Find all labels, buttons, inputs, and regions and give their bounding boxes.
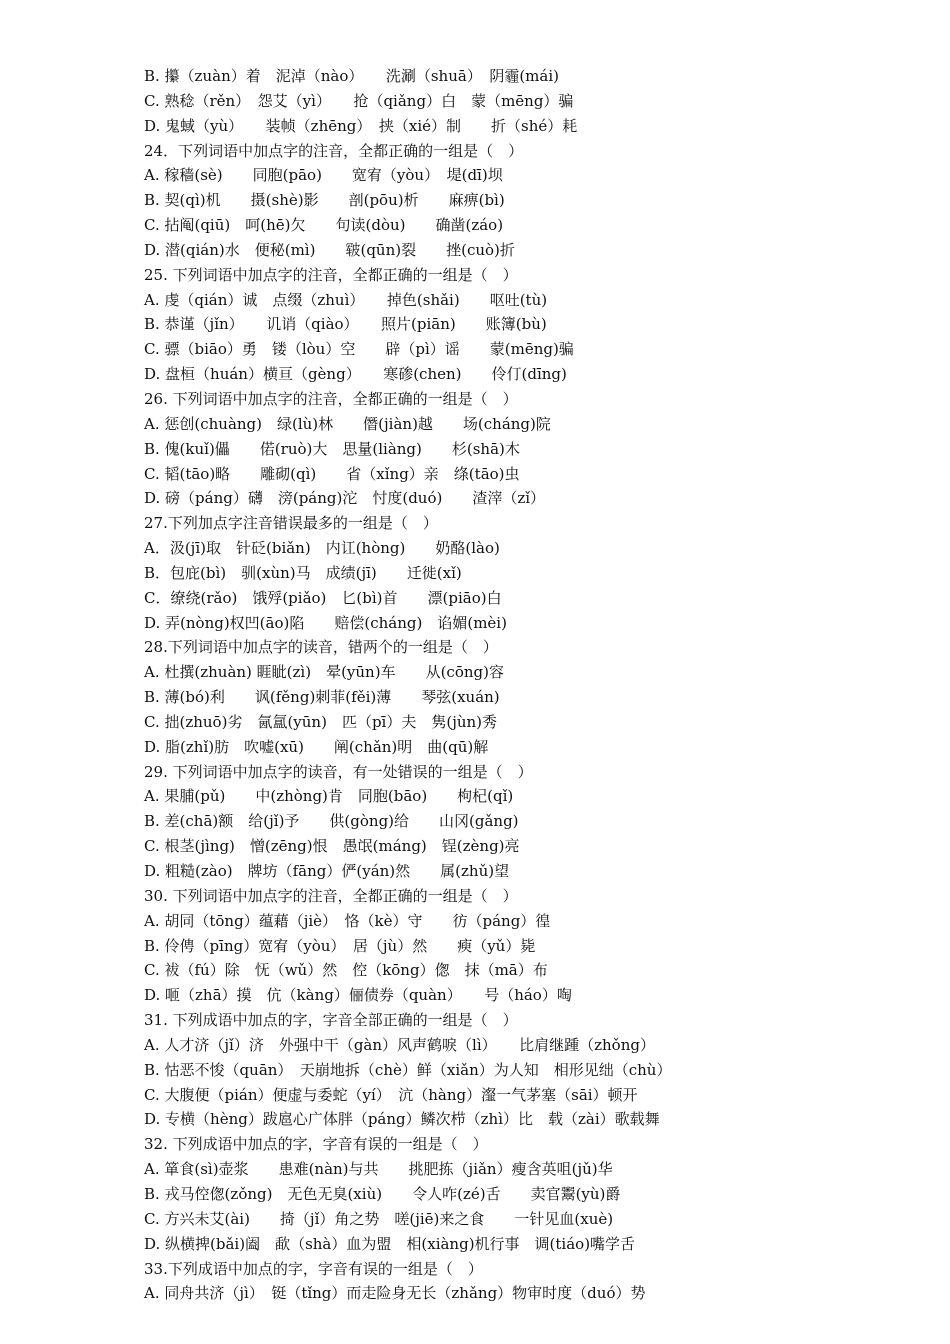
text-line: A. 果脯(pǔ) 中(zhòng)肯 同胞(bāo) 枸杞(qǐ)	[144, 787, 514, 806]
text-line: 30. 下列词语中加点字的注音，全都正确的一组是（ ）	[144, 886, 518, 905]
text-line: C. 韬(tāo)略 雕砌(qì) 省（xǐng）亲 绦(tāo)虫	[144, 464, 520, 483]
text-line: B. 戎马倥偬(zǒng) 无色无臭(xiù) 令人咋(zé)舌 卖官鬻(yù)爵	[144, 1184, 621, 1203]
text-line: C. 拙(zhuō)劣 氤氲(yūn) 匹（pī）夫 隽(jùn)秀	[144, 712, 498, 731]
text-line: B. 差(chā)额 给(jǐ)予 供(gòng)给 山冈(gǎng)	[144, 812, 519, 831]
text-line: A. 人才济（jǐ）济 外强中干（gàn）风声鹤唳（lì） 比肩继踵（zhǒng）	[144, 1035, 655, 1054]
text-line: A. 稼穑(sè) 同胞(pāo) 宽宥（yòu） 堤(dī)坝	[144, 166, 503, 185]
text-line: D. 咂（zhā）摸 伉（kàng）俪债券（quàn） 号（háo）啕	[144, 986, 572, 1005]
text-line: A. 杜撰(zhuàn) 睚眦(zì) 晕(yūn)车 从(cōng)容	[144, 663, 504, 682]
text-line: D. 鬼蜮（yù） 装帧（zhēng） 挟（xié）制 折（shé）耗	[144, 116, 578, 135]
text-line: A. 胡同（tōng）蕴藉（jiè） 恪（kè）守 彷（páng）徨	[144, 911, 551, 930]
document-body	[144, 64, 924, 1306]
text-line: B. 伶俜（pīng）宽宥（yòu） 居（jù）然 瘐（yǔ）毙	[144, 936, 536, 955]
text-line: 27.下列加点字注音错误最多的一组是（ ）	[144, 514, 438, 533]
text-line: D. 弄(nòng)权凹(āo)陷 赔偿(cháng) 谄媚(mèi)	[144, 613, 507, 632]
text-line: C. 拈阄(qiū) 呵(hē)欠 句读(dòu) 确凿(záo)	[144, 216, 504, 235]
text-line: A. 箪食(sì)壶浆 患难(nàn)与共 挑肥拣（jiǎn）瘦含英咀(jǔ)华	[144, 1160, 613, 1179]
text-line: C. 骠（biāo）勇 镂（lòu）空 辟（pì）谣 蒙(mēng)骗	[144, 340, 574, 359]
text-line: B. 契(qì)机 摄(shè)影 剖(pōu)析 麻痹(bì)	[144, 191, 505, 210]
text-line: B. 怙恶不悛（quān） 天崩地拆（chè）鲜（xiǎn）为人知 相形见绌（chù）	[144, 1060, 672, 1079]
text-line: B. 薄(bó)利 讽(fěng)刺菲(fěi)薄 琴弦(xuán)	[144, 688, 500, 707]
text-line: 33.下列成语中加点的字，字音有误的一组是（ ）	[144, 1259, 483, 1278]
text-line: A．汲(jī)取 针砭(biǎn) 内讧(hòng) 奶酪(lào)	[144, 539, 500, 558]
text-line: C. 根茎(jìng) 憎(zēng)恨 愚氓(máng) 锃(zèng)亮	[144, 837, 520, 856]
text-line: C. 方兴未艾(ài) 掎（jǐ）角之势 嗟(jiē)来之食 一针见血(xuè)	[144, 1209, 614, 1228]
text-line: 24．下列词语中加点字的注音，全都正确的一组是（ ）	[144, 141, 524, 160]
text-line: A. 虔（qián）诚 点缀（zhuì） 掉色(shǎi) 呕吐(tù)	[144, 290, 548, 309]
text-line: A. 惩创(chuàng) 绿(lù)林 僭(jiàn)越 场(cháng)院	[144, 414, 551, 433]
text-line: D. 脂(zhǐ)肪 吹嘘(xū) 阐(chǎn)明 曲(qū)解	[144, 737, 489, 756]
text-line: D. 纵横捭(bǎi)阖 歃（shà）血为盟 相(xiàng)机行事 调(tiáo)嘴学舌	[144, 1234, 636, 1253]
text-line: 25. 下列词语中加点字的注音，全都正确的一组是（ ）	[144, 265, 518, 284]
text-line: C. 大腹便（pián）便虚与委蛇（yí） 沆（hàng）瀣一气茅塞（sāi）顿开	[144, 1085, 638, 1104]
text-line: C．缭绕(rǎo) 饿殍(piǎo) 匕(bì)首 漂(piāo)白	[144, 588, 502, 607]
text-line: D. 盘桓（huán）横亘（gèng） 寒碜(chen) 伶仃(dīng)	[144, 365, 567, 384]
text-line: A. 同舟共济（jì） 铤（tǐng）而走险身无长（zhǎng）物审时度（duó）势	[144, 1284, 646, 1303]
text-line: B. 傀(kuǐ)儡 偌(ruò)大 思量(liàng) 杉(shā)木	[144, 439, 520, 458]
text-line: B. 攥（zuàn）着 泥淖（nào） 洗涮（shuā） 阴霾(mái)	[144, 67, 559, 85]
text-line: B. 恭谨（jǐn） 讥诮（qiào） 照片(piān) 账簿(bù)	[144, 315, 547, 334]
text-line: D. 磅（páng）礴 滂(páng)沱 忖度(duó) 渣滓（zǐ）	[144, 489, 546, 508]
text-line: D. 粗糙(zào) 牌坊（fāng）俨(yán)然 属(zhǔ)望	[144, 862, 510, 880]
text-line: 29. 下列词语中加点字的读音，有一处错误的一组是（ ）	[144, 762, 533, 781]
text-line: D. 专横（hèng）跋扈心广体胖（páng）鳞次栉（zhì）比 载（zài）歌载舞	[144, 1110, 660, 1129]
text-line: C. 袚（fú）除 怃（wǔ）然 倥（kōng）偬 抹（mā）布	[144, 961, 548, 980]
text-line: 32. 下列成语中加点的字，字音有误的一组是（ ）	[144, 1135, 488, 1154]
text-line: D. 潜(qián)水 便秘(mì) 皲(qūn)裂 挫(cuò)折	[144, 240, 515, 259]
text-line: B．包庇(bì) 驯(xùn)马 成绩(jī) 迁徙(xǐ)	[144, 563, 462, 582]
text-line: 28.下列词语中加点字的读音，错两个的一组是（ ）	[144, 638, 498, 657]
text-line: C. 熟稔（rěn） 怨艾（yì） 抢（qiǎng）白 蒙（mēng）骗	[144, 91, 574, 110]
text-line: 26. 下列词语中加点字的注音，全都正确的一组是（ ）	[144, 389, 518, 408]
text-line: 31. 下列成语中加点的字，字音全部正确的一组是（ ）	[144, 1011, 518, 1030]
